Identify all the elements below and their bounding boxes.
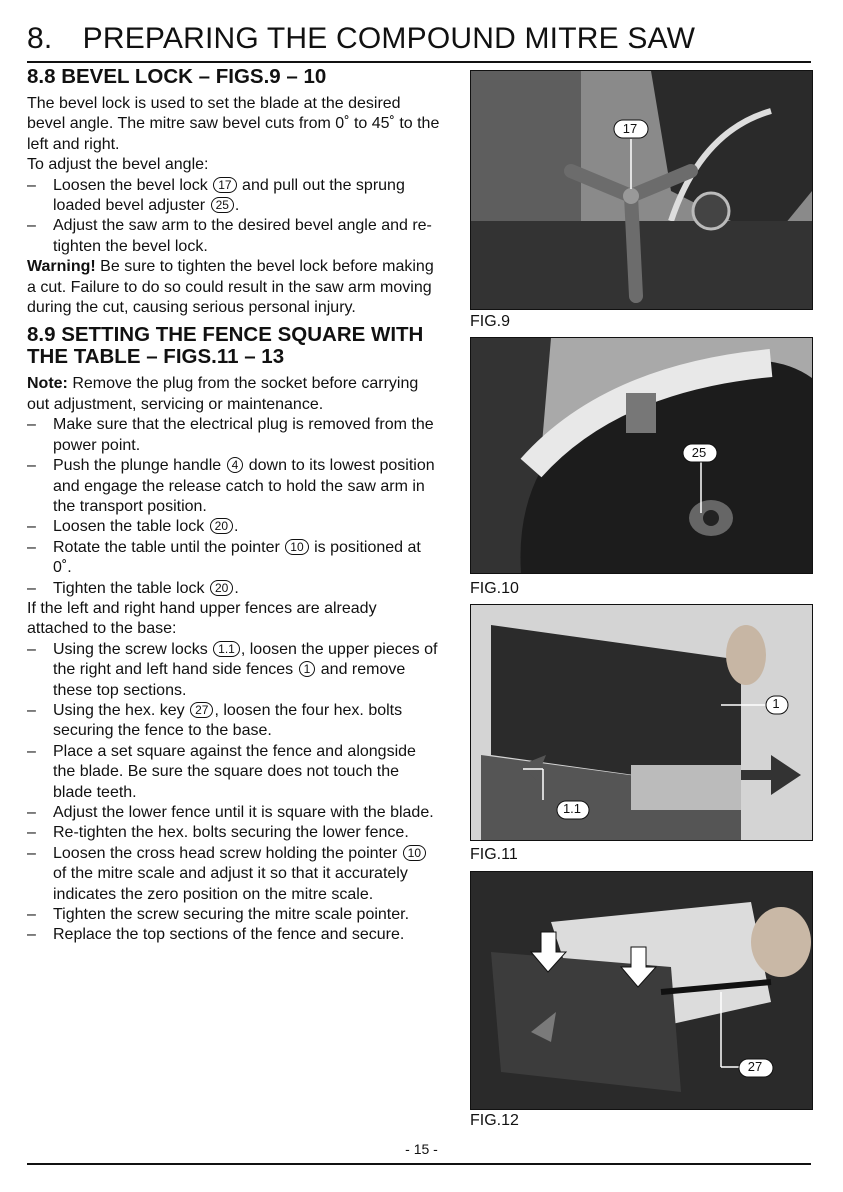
section-heading-fence-square: 8.9 SETTING THE FENCE SQUARE WITH THE TABLE – FIGS.11 – 13 [27, 323, 424, 369]
list-item: – Using the screw locks 1.1 , loosen the upper pieces of the right and left hand side fences 1 and remove these top sections. [27, 640, 438, 699]
list-item: – Replace the top sections of the fence and secure. [27, 926, 405, 944]
list-item: – Adjust the saw arm to the desired bevel angle and re-tighten the bevel lock. [27, 217, 432, 255]
ref-badge: 10 [285, 539, 308, 555]
figure-11-caption: FIG.11 [470, 846, 518, 863]
page-number: - 15 - [405, 1141, 438, 1157]
callout-27: 27 [747, 1059, 763, 1074]
callout-17: 17 [622, 121, 638, 136]
ref-badge: 17 [213, 177, 236, 193]
note-paragraph: Note: Remove the plug from the socket before carrying out adjustment, servicing or maintenance. [27, 375, 419, 413]
figure-9-photo [470, 70, 813, 310]
footer-rule [27, 1163, 811, 1165]
ref-badge: 20 [210, 518, 233, 534]
list-item: – Tighten the screw securing the mitre scale pointer. [27, 906, 410, 924]
list-item: – Loosen the cross head screw holding the pointer 10 of the mitre scale and adjust it so that it accurately indicates the zero position on the mitre scale. [27, 844, 442, 905]
list-item: – Using the hex. key 27 , loosen the four hex. bolts securing the fence to the base. [27, 701, 403, 740]
list-item: – Loosen the bevel lock 17 and pull out the sprung loaded bevel adjuster 25 . [27, 176, 405, 215]
figure-10-photo [470, 337, 813, 574]
figure-12-caption: FIG.12 [470, 1112, 519, 1129]
ref-badge: 10 [403, 845, 426, 861]
ref-badge: 4 [227, 457, 244, 473]
ref-badge: 1 [299, 661, 316, 677]
list-item: – Re-tighten the hex. bolts securing the lower fence. [27, 824, 409, 842]
figure-12-photo [470, 871, 813, 1110]
paragraph: If the left and right hand upper fences are already attached to the base: [27, 599, 377, 638]
list-item: – Loosen the table lock 20 . [27, 518, 239, 536]
callout-1: 1 [772, 696, 780, 711]
list-item: – Place a set square against the fence and alongside the blade. Be sure the square does not touch the blade teeth. [27, 742, 416, 801]
list-item: – Make sure that the electrical plug is removed from the power point. [27, 416, 434, 454]
list-item: – Push the plunge handle 4 down to its lowest position and engage the release catch to hold the saw arm in the transport position. [27, 457, 435, 515]
paragraph: The bevel lock is used to set the blade at the desired bevel angle. The mitre saw bevel cuts from 0˚ to 45˚ to the left and right. [27, 95, 440, 153]
figure-9-caption: FIG.9 [470, 313, 511, 330]
figure-10-caption: FIG.10 [470, 580, 519, 597]
list-item: – Tighten the table lock 20 . [27, 579, 239, 597]
ref-badge: 1.1 [213, 641, 240, 657]
ref-badge: 25 [211, 197, 234, 213]
text-column [27, 66, 442, 946]
section-heading-bevel-lock: 8.8 BEVEL LOCK – FIGS.9 – 10 [27, 65, 327, 88]
figure-11-photo [470, 604, 813, 841]
ref-badge: 20 [210, 580, 233, 596]
callout-1-1: 1.1 [562, 801, 582, 816]
ref-badge: 27 [190, 702, 213, 718]
list-item: – Rotate the table until the pointer 10 is positioned at 0˚. [27, 538, 421, 577]
warning-paragraph: Warning! Be sure to tighten the bevel lock before making a cut. Failure to do so could result in the saw arm moving during the cut, causing serious personal injury. [27, 258, 434, 317]
callout-25: 25 [691, 445, 707, 460]
list-item: – Adjust the lower fence until it is square with the blade. [27, 804, 434, 821]
page-title: 8. PREPARING THE COMPOUND MITRE SAW [27, 22, 696, 55]
paragraph: To adjust the bevel angle: [27, 156, 209, 174]
header-rule [27, 61, 811, 63]
